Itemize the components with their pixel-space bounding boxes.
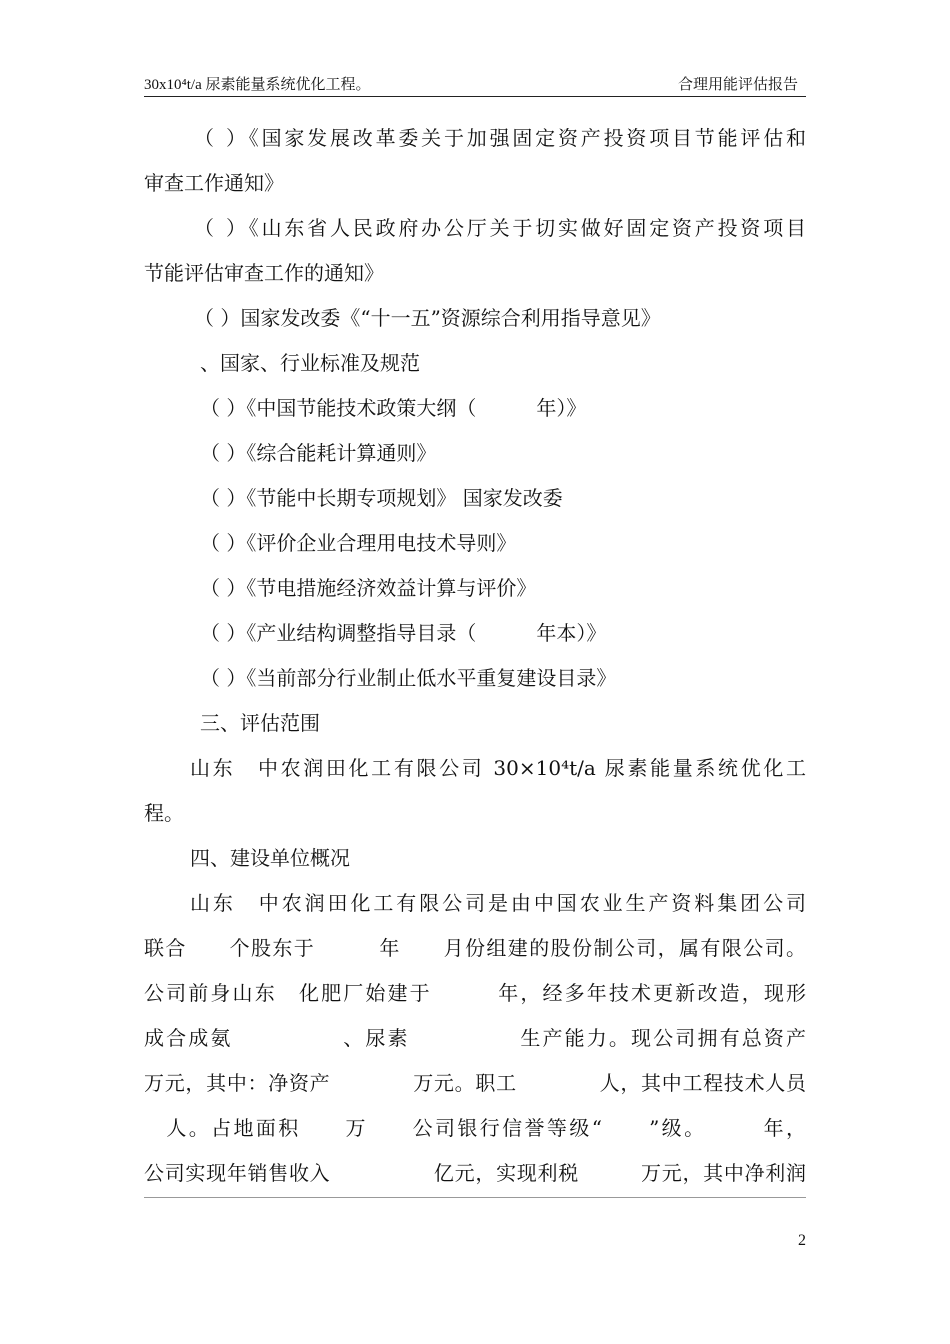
paragraph-line: （ ）《国家发展改革委关于加强固定资产投资项目节能评估和	[194, 126, 806, 150]
header-report-name: 合理用能评估报告	[677, 77, 798, 93]
header-title: 30x10⁴t/a 尿素能量系统优化工程。	[144, 77, 371, 93]
paragraph-line: 成合成氨 、尿素 生产能力。现公司拥有总资产	[144, 1026, 806, 1050]
paragraph-line: 人。占地面积 万 公司银行信誉等级“ ”级。 年，	[144, 1116, 806, 1140]
section-heading: 三、评估范围	[200, 711, 320, 735]
document-body	[144, 116, 806, 1196]
page-number: 2	[798, 1232, 806, 1249]
paragraph-line: 万元，其中：净资产 万元。职工 人，其中工程技术人员	[144, 1071, 806, 1095]
page-header	[144, 74, 798, 96]
paragraph-line: （ ）《山东省人民政府办公厅关于切实做好固定资产投资项目	[194, 216, 806, 240]
paragraph-line: 联合 个股东于 年 月份组建的股份制公司，属有限公司。	[144, 936, 806, 960]
list-item: （ ）《节能中长期专项规划》 国家发改委	[200, 486, 563, 510]
paragraph-line: 公司实现年销售收入 亿元，实现利税 万元，其中净利润	[144, 1161, 806, 1185]
paragraph-line: 公司前身山东 化肥厂始建于 年，经多年技术更新改造，现形	[144, 981, 806, 1005]
paragraph-line: 山东 中农润田化工有限公司是由中国农业生产资料集团公司	[190, 891, 806, 915]
paragraph-line: （ ）国家发改委《“十一五”资源综合利用指导意见》	[194, 306, 661, 330]
list-item: （ ）《产业结构调整指导目录（ 年本）》	[200, 621, 607, 645]
paragraph-line: 山东 中农润田化工有限公司 30×10⁴t/a 尿素能量系统优化工	[190, 756, 806, 780]
list-item: （ ）《中国节能技术政策大纲（ 年）》	[200, 396, 587, 420]
list-item: （ ）《评价企业合理用电技术导则》	[200, 531, 517, 555]
paragraph-line: 审查工作通知》	[144, 171, 284, 195]
paragraph-line: 程。	[144, 801, 184, 825]
footer-rule	[144, 1197, 806, 1198]
section-heading: 四、建设单位概况	[190, 846, 350, 870]
section-heading: 、国家、行业标准及规范	[200, 351, 420, 375]
paragraph-line: 节能评估审查工作的通知》	[144, 261, 384, 285]
header-rule	[144, 96, 806, 97]
list-item: （ ）《综合能耗计算通则》	[200, 441, 437, 465]
list-item: （ ）《节电措施经济效益计算与评价》	[200, 576, 537, 600]
list-item: （ ）《当前部分行业制止低水平重复建设目录》	[200, 666, 617, 690]
